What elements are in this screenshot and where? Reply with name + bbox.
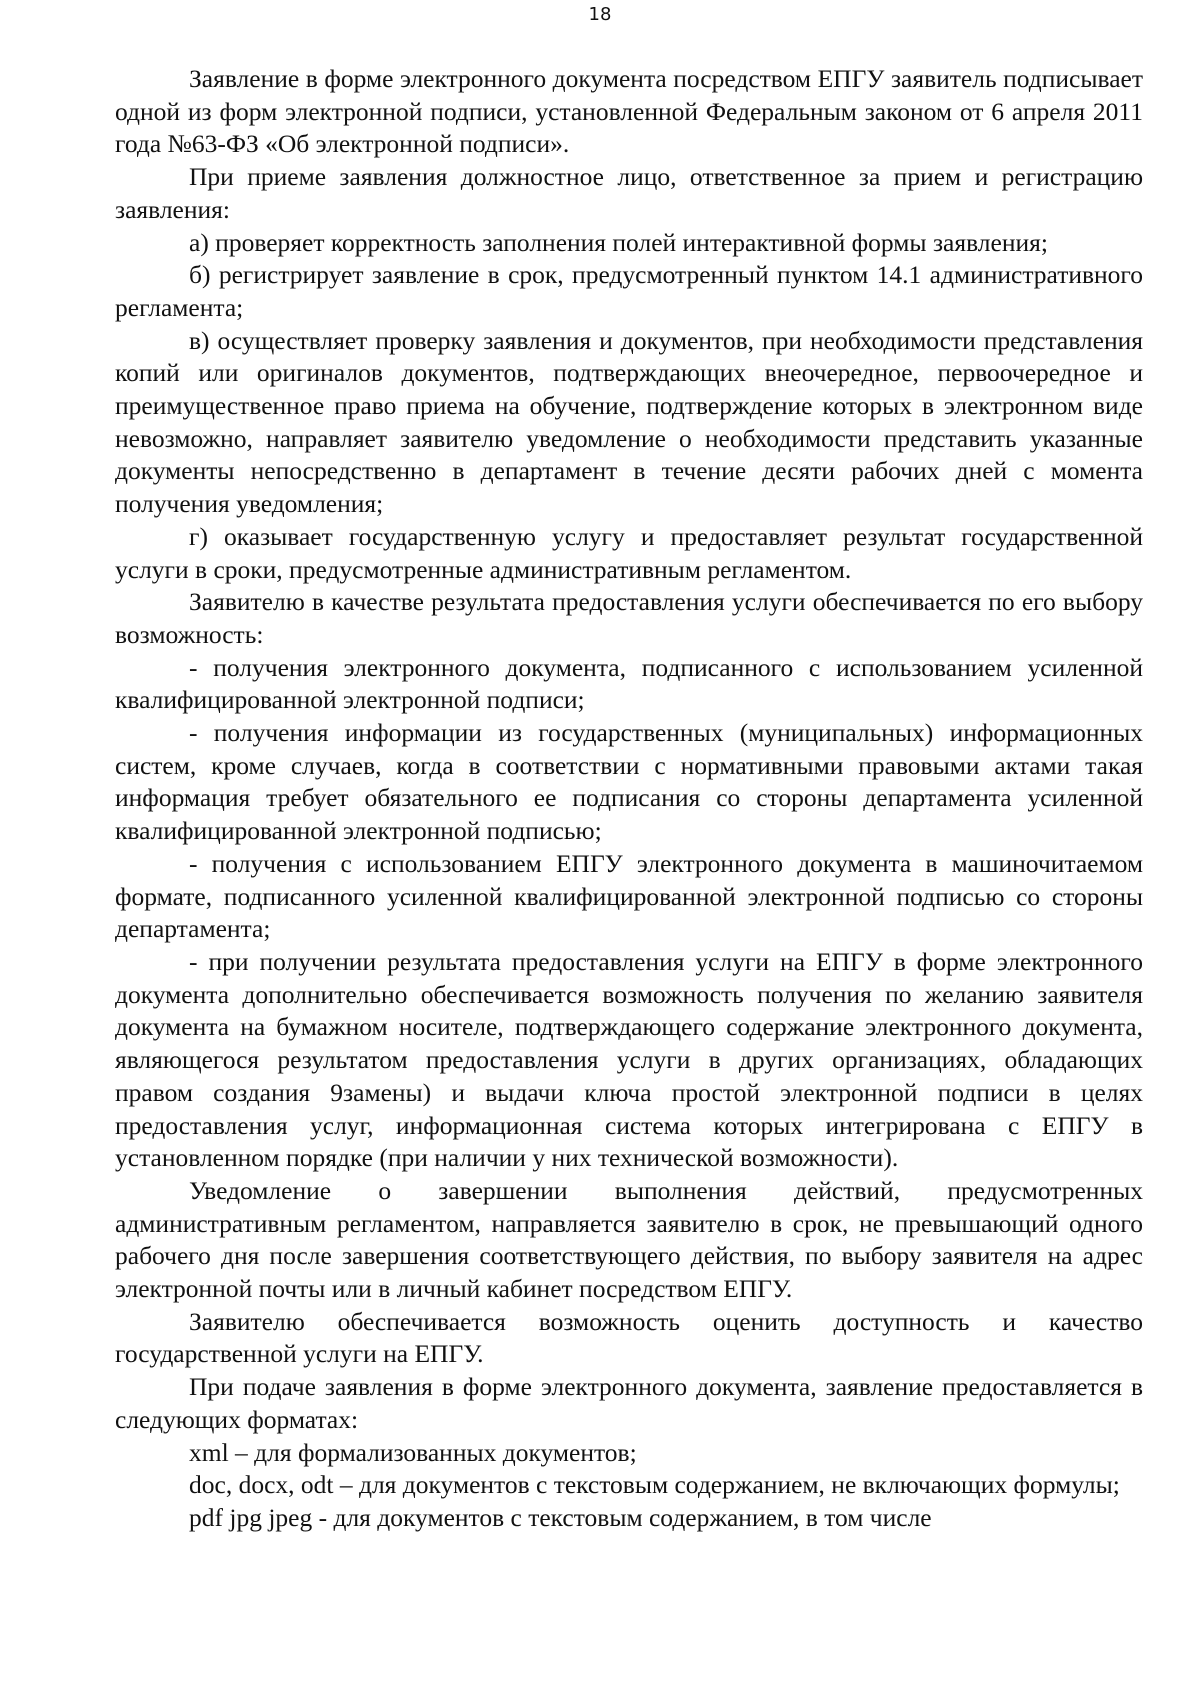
paragraph-quality-rating: Заявителю обеспечивается возможность оценить доступность и качество государственной услуги на ЕПГУ. <box>115 1306 1143 1369</box>
paragraph-item-v: в) осуществляет проверку заявления и документов, при необходимости представления копий или оригиналов документов, подтверждающих внеочередное, первоочередное и преимущественное право приема на обучение, подтверждение которых в электронном виде невозможно, направляет заявителю уведомление о необходимости представить указанные документы непосредственно в департамент в течение десяти рабочих дней с момента получения уведомления; <box>115 325 1143 519</box>
paragraph-item-a: а) проверяет корректность заполнения полей интерактивной формы заявления; <box>189 227 1048 257</box>
paragraph-signature: Заявление в форме электронного документа посредством ЕПГУ заявитель подписывает одной из форм электронной подписи, установленной Федеральным законом от 6 апреля 2011 года №63-ФЗ «Об электронной подписи». <box>115 64 1143 159</box>
paragraph-result-options: Заявителю в качестве результата предоставления услуги обеспечивается по его выбору возможность: <box>115 587 1143 649</box>
paragraph-format-pdf: pdf jpg jpeg - для документов с текстовым содержанием, в том числе <box>189 1502 932 1532</box>
paragraph-notification: Уведомление о завершении выполнения действий, предусмотренных административным регламентом, направляется заявителю в срок, не превышающий одного рабочего дня после завершения соответствующего действия, по выбору заявителя на адрес электронной почты или в личный кабинет посредством ЕПГУ. <box>115 1175 1143 1304</box>
paragraph-option-electronic-doc: - получения электронного документа, подписанного с использованием усиленной квалифицированной электронной подписи; <box>115 652 1143 715</box>
paragraph-option-machine-readable: - получения с использованием ЕПГУ электронного документа в машиночитаемом формате, подписанного усиленной квалифицированной электронной подписью со стороны департамента; <box>115 848 1143 944</box>
paragraph-option-paper-copy: - при получении результата предоставления услуги на ЕПГУ в форме электронного документа дополнительно обеспечивается возможность получения по желанию заявителя документа на бумажном носителе, подтверждающего содержание электронного документа, являющегося результатом предоставления услуги в других организациях, обладающих правом создания 9замены) и выдачи ключа простой электронной подписи в целях предоставления услуг, информационная система которых интегрирована с ЕПГУ в установленном порядке (при наличии у них технической возможности). <box>115 946 1143 1173</box>
document-body <box>115 63 1143 1535</box>
paragraph-intake-intro: При приеме заявления должностное лицо, ответственное за прием и регистрацию заявления: <box>115 162 1143 224</box>
paragraph-option-info-systems: - получения информации из государственных (муниципальных) информационных систем, кроме случаев, когда в соответствии с нормативными правовыми актами такая информация требует обязательного ее подписания со стороны департамента усиленной квалифицированной электронной подписью; <box>115 718 1143 846</box>
paragraph-format-xml: xml – для формализованных документов; <box>189 1437 637 1467</box>
paragraph-item-b: б) регистрирует заявление в срок, предусмотренный пунктом 14.1 административного регламента; <box>115 260 1143 322</box>
page-number: 18 <box>588 4 612 25</box>
paragraph-format-doc: doc, docx, odt – для документов с текстовым содержанием, не включающих формулы; <box>189 1470 1120 1500</box>
paragraph-item-g: г) оказывает государственную услугу и предоставляет результат государственной услуги в сроки, предусмотренные административным регламентом. <box>115 521 1143 584</box>
paragraph-formats-intro: При подаче заявления в форме электронного документа, заявление предоставляется в следующих форматах: <box>115 1372 1143 1434</box>
